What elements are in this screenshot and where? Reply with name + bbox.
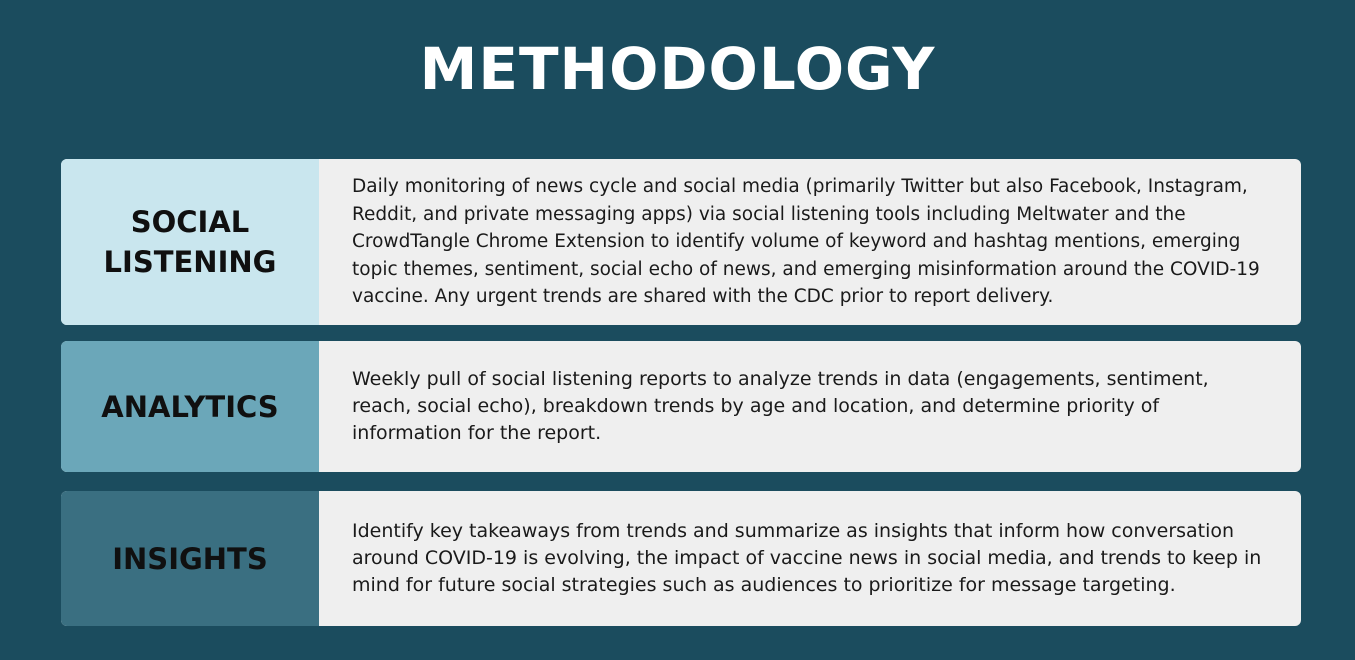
section-text-analytics: Weekly pull of social listening reports to analyze trends in data (engagements, sentiment, reach, social echo), breakdown trends by age and location, and determine priority of information for the report. (352, 368, 1209, 444)
section-body-insights (319, 491, 1301, 626)
section-text-social-listening: Daily monitoring of news cycle and social media (primarily Twitter but also Facebook, Instagram, Reddit, and private messaging apps) via social listening tools including Meltwater and the CrowdTangle Chrome Extension to identify volume of keyword and hashtag mentions, emerging topic themes, sentiment, social echo of news, and emerging misinformation around the COVID-19 vaccine. Any urgent trends are shared with the CDC prior to report delivery. (352, 176, 1260, 308)
section-body-analytics (319, 341, 1301, 472)
section-body-social-listening (319, 159, 1301, 325)
section-text-insights: Identify key takeaways from trends and summarize as insights that inform how conversation around COVID-19 is evolving, the impact of vaccine news in social media, and trends to keep in mind for future social strategies such as audiences to prioritize for message targeting. (352, 520, 1262, 596)
section-analytics (61, 341, 1301, 472)
section-insights (61, 491, 1301, 626)
section-social-listening (61, 159, 1301, 325)
section-label-social-listening: SOCIAL LISTENING (61, 159, 319, 325)
section-label-analytics: ANALYTICS (61, 341, 319, 472)
page-title: METHODOLOGY (419, 35, 936, 103)
section-label-insights: INSIGHTS (61, 491, 319, 626)
